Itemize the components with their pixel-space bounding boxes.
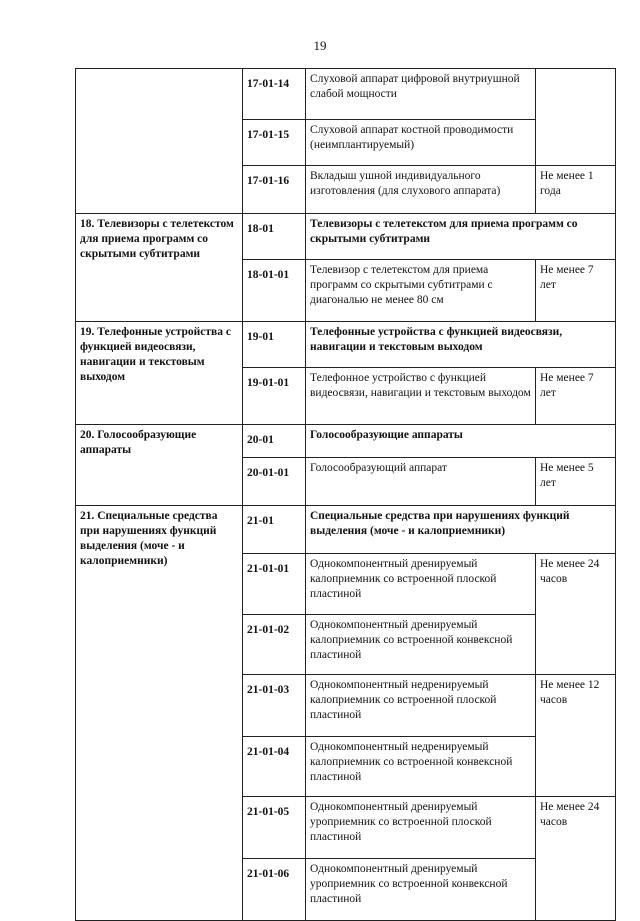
code-cell: 20-01 — [243, 425, 306, 458]
code-cell: 17-01-15 — [243, 120, 306, 166]
category-cell — [76, 69, 243, 214]
code-cell: 17-01-16 — [243, 166, 306, 214]
requirements-table — [75, 68, 616, 921]
table-row — [76, 69, 616, 120]
code-cell: 19-01-01 — [243, 368, 306, 425]
term-cell: Не менее 7 лет — [536, 260, 616, 322]
category-cell: 20. Голосообразующие аппараты — [76, 425, 243, 506]
code-cell: 21-01-01 — [243, 554, 306, 615]
page-number: 19 — [313, 38, 327, 53]
table-row — [76, 322, 616, 368]
code-cell: 21-01-04 — [243, 737, 306, 797]
name-cell: Однокомпонентный недренируемый калоприемник со встроенной плоской пластиной — [306, 675, 536, 737]
term-cell: Не менее 5 лет — [536, 458, 616, 506]
category-cell: 21. Специальные средства при нарушениях функций выделения (моче - и калоприемники) — [76, 506, 243, 921]
code-cell: 21-01 — [243, 506, 306, 554]
code-cell: 21-01-06 — [243, 859, 306, 921]
name-cell: Однокомпонентный дренируемый калоприемник со встроенной плоской пластиной — [306, 554, 536, 615]
code-cell: 21-01-03 — [243, 675, 306, 737]
code-cell: 21-01-02 — [243, 615, 306, 675]
name-cell: Слуховой аппарат цифровой внутриушной слабой мощности — [306, 69, 536, 120]
code-cell: 19-01 — [243, 322, 306, 368]
term-cell: Не менее 24 часов — [536, 554, 616, 675]
term-cell — [536, 69, 616, 166]
category-cell: 19. Телефонные устройства с функцией видеосвязи, навигации и текстовым выходом — [76, 322, 243, 425]
name-cell: Телефонное устройство с функцией видеосвязи, навигации и текстовым выходом — [306, 368, 536, 425]
code-cell: 20-01-01 — [243, 458, 306, 506]
group-name-cell: Телефонные устройства с функцией видеосвязи, навигации и текстовым выходом — [306, 322, 616, 368]
group-name-cell: Телевизоры с телетекстом для приема программ со скрытыми субтитрами — [306, 214, 616, 260]
code-cell: 18-01 — [243, 214, 306, 260]
term-cell: Не менее 7 лет — [536, 368, 616, 425]
code-cell: 21-01-05 — [243, 797, 306, 859]
code-cell: 18-01-01 — [243, 260, 306, 322]
table-row — [76, 214, 616, 260]
name-cell: Однокомпонентный дренируемый калоприемник со встроенной конвексной пластиной — [306, 615, 536, 675]
term-cell: Не менее 1 года — [536, 166, 616, 214]
name-cell: Слуховой аппарат костной проводимости (неимплантируемый) — [306, 120, 536, 166]
name-cell: Однокомпонентный дренируемый уроприемник со встроенной плоской пластиной — [306, 797, 536, 859]
name-cell: Однокомпонентный дренируемый уроприемник со встроенной конвексной пластиной — [306, 859, 536, 921]
group-name-cell: Голосообразующие аппараты — [306, 425, 616, 458]
table-row — [76, 425, 616, 458]
name-cell: Однокомпонентный недренируемый калоприемник со встроенной конвексной пластиной — [306, 737, 536, 797]
code-cell: 17-01-14 — [243, 69, 306, 120]
group-name-cell: Специальные средства при нарушениях функций выделения (моче - и калоприемники) — [306, 506, 616, 554]
term-cell: Не менее 12 часов — [536, 675, 616, 797]
name-cell: Вкладыш ушной индивидуального изготовления (для слухового аппарата) — [306, 166, 536, 214]
name-cell: Телевизор с телетекстом для приема программ со скрытыми субтитрами с диагональю не менее 80 см — [306, 260, 536, 322]
term-cell: Не менее 24 часов — [536, 797, 616, 921]
category-cell: 18. Телевизоры с телетекстом для приема программ со скрытыми субтитрами — [76, 214, 243, 322]
name-cell: Голосообразующий аппарат — [306, 458, 536, 506]
table-row — [76, 506, 616, 554]
